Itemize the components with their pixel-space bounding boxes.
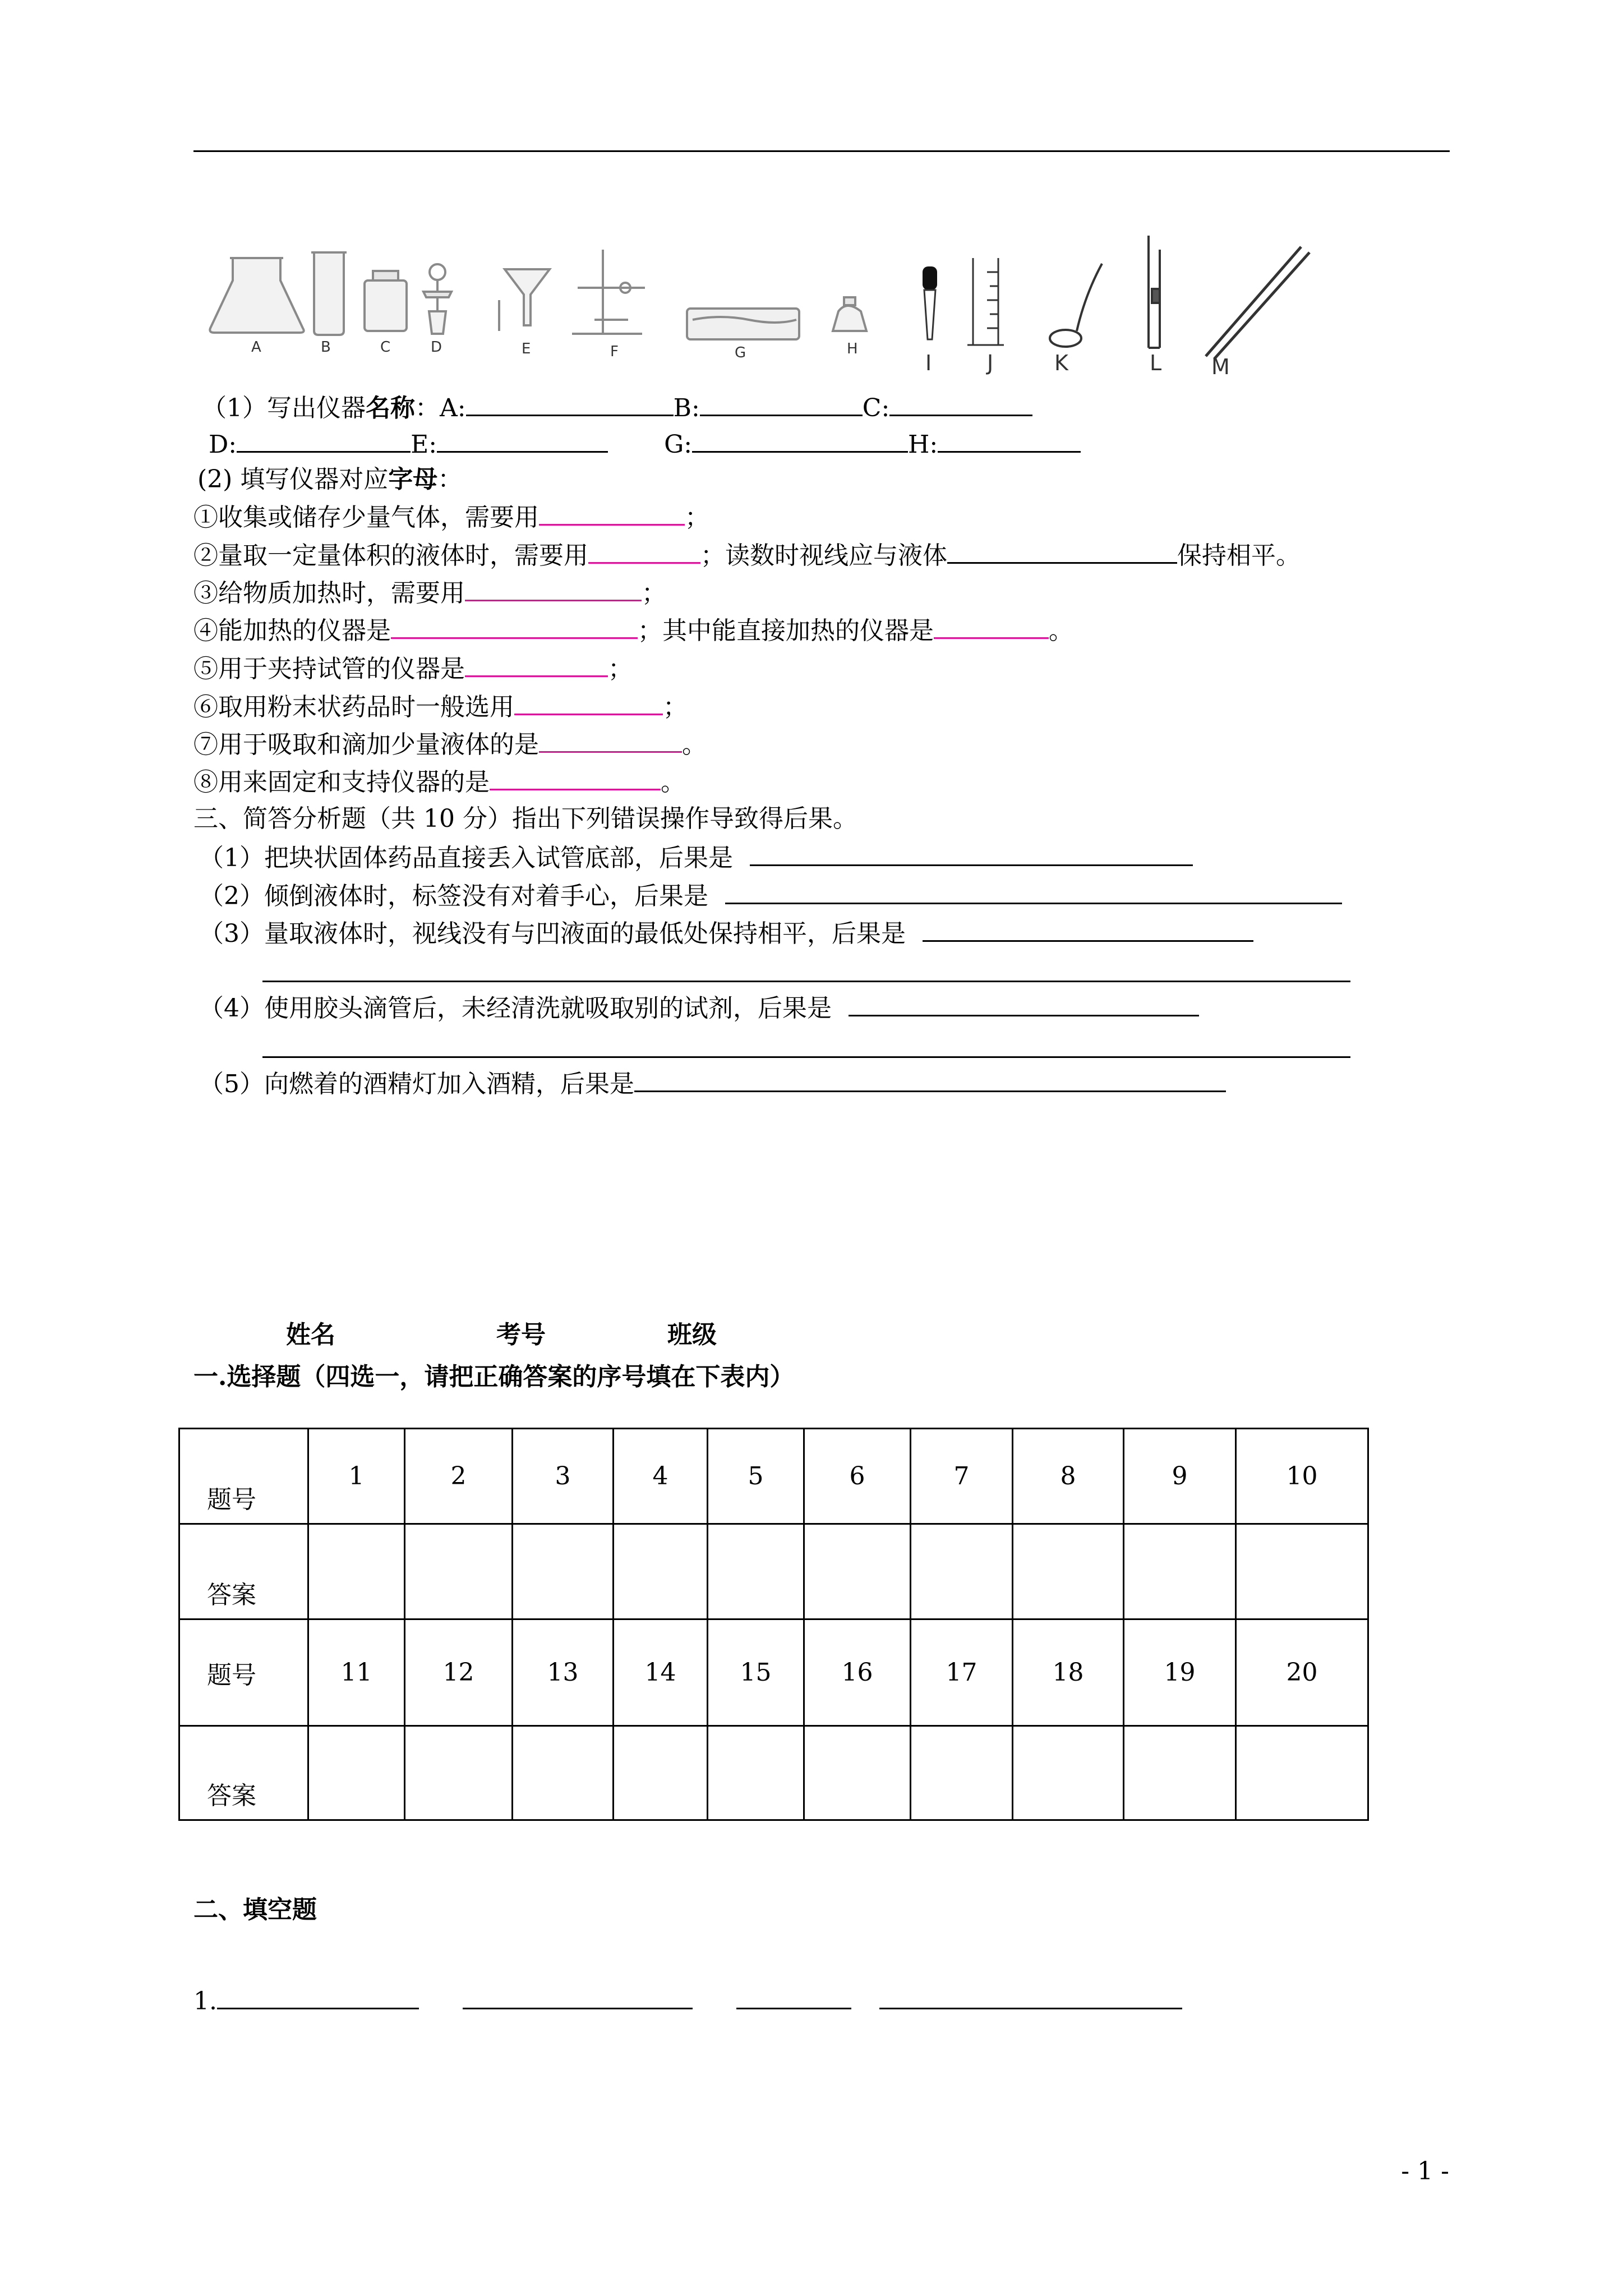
blank-s3-2[interactable]	[725, 878, 1342, 904]
page-number: - 1 -	[1401, 2157, 1449, 2185]
blank-s3-3[interactable]	[923, 915, 1253, 942]
blank-q2-5[interactable]	[465, 651, 608, 677]
blank-a[interactable]	[466, 390, 674, 416]
blank-q2-4b[interactable]	[934, 613, 1049, 639]
instrument-label-i: I	[925, 351, 932, 375]
medicine-spoon-icon	[1050, 264, 1102, 347]
tweezers-icon	[1206, 247, 1310, 359]
question-number-cell: 8	[1013, 1429, 1124, 1524]
answer-table	[178, 1428, 1369, 1821]
blank-s3-4[interactable]	[849, 990, 1199, 1016]
blank-q2-6[interactable]	[514, 689, 663, 715]
blank-fill-1d[interactable]	[879, 1983, 1182, 2009]
graduated-cylinder-icon	[967, 258, 1004, 345]
section3-q1: （1）把块状固体药品直接丢入试管底部，后果是	[199, 840, 1193, 875]
blank-c[interactable]	[889, 390, 1032, 416]
funnel-icon	[499, 269, 550, 331]
blank-fill-1a[interactable]	[217, 1983, 419, 2009]
answer-cell[interactable]	[614, 1524, 708, 1619]
iron-stand-icon	[572, 250, 645, 334]
table-row	[179, 1429, 1368, 1524]
row-label-answer: 答案	[179, 1524, 308, 1619]
instrument-label-j: J	[987, 351, 994, 375]
question-number-cell: 1	[308, 1429, 405, 1524]
answer-cell[interactable]	[804, 1524, 911, 1619]
section3-q5: （5）向燃着的酒精灯加入酒精，后果是	[199, 1066, 1226, 1101]
beaker-icon	[311, 252, 347, 335]
blank-fill-1c[interactable]	[736, 1983, 851, 2009]
answer-cell[interactable]	[405, 1726, 513, 1820]
blank-q2-2b[interactable]	[947, 537, 1177, 564]
row-label-answer: 答案	[179, 1726, 308, 1820]
question-number-cell: 6	[804, 1429, 911, 1524]
question-number-cell: 12	[405, 1619, 513, 1726]
question-number-cell: 5	[708, 1429, 804, 1524]
instrument-label-f: F	[610, 343, 619, 360]
answer-cell[interactable]	[308, 1524, 405, 1619]
header-rule	[193, 150, 1450, 152]
q1-line-1: （1）写出仪器名称：A: B: C:	[202, 390, 1032, 425]
section3-title: 三、简答分析题（共 10 分）指出下列错误操作导致得后果。	[193, 804, 857, 833]
table-row	[179, 1726, 1368, 1820]
question-number-cell: 2	[405, 1429, 513, 1524]
answer-cell[interactable]	[1013, 1524, 1124, 1619]
bottle-icon	[365, 271, 407, 331]
name-label: 姓名	[286, 1320, 335, 1349]
blank-s3-5[interactable]	[634, 1066, 1226, 1092]
instrument-label-a: A	[251, 339, 261, 356]
exam-number-label: 考号	[496, 1320, 546, 1349]
section1-title: 一.选择题（四选一，请把正确答案的序号填在下表内）	[193, 1363, 795, 1391]
blank-q2-2a[interactable]	[588, 537, 700, 564]
q1-line-2: D: E: G: H:	[209, 426, 1081, 462]
blank-b[interactable]	[700, 390, 863, 416]
blank-h[interactable]	[938, 426, 1081, 453]
answer-cell[interactable]	[1124, 1524, 1236, 1619]
answer-cell[interactable]	[1013, 1726, 1124, 1820]
question-number-cell: 15	[708, 1619, 804, 1726]
dropper-icon	[923, 266, 937, 339]
instrument-label-m: M	[1211, 355, 1230, 379]
table-row	[179, 1619, 1368, 1726]
instrument-label-l: L	[1150, 351, 1162, 375]
blank-fill-1b[interactable]	[463, 1983, 693, 2009]
question-number-cell: 19	[1124, 1619, 1236, 1726]
q2-item-3: ③给物质加热时，需要用 ；	[193, 575, 666, 610]
section3-q3: （3）量取液体时，视线没有与凹液面的最低处保持相平，后果是	[199, 915, 1253, 951]
question-number-cell: 9	[1124, 1429, 1236, 1524]
conical-flask-icon	[210, 258, 303, 333]
answer-cell[interactable]	[513, 1524, 614, 1619]
q2-item-8: ⑧用来固定和支持仪器的是 。	[193, 764, 685, 799]
question-number-cell: 17	[911, 1619, 1013, 1726]
blank-q2-4a[interactable]	[391, 613, 638, 639]
instrument-label-h: H	[847, 341, 858, 357]
class-label: 班级	[667, 1320, 717, 1349]
fill-item-1: 1.	[193, 1983, 1182, 2018]
lab-instruments-figure	[202, 227, 1318, 381]
alcohol-lamp-icon	[833, 297, 866, 331]
blank-g[interactable]	[692, 426, 908, 453]
q2-item-6: ⑥取用粉末状药品时一般选用 ；	[193, 689, 688, 724]
answer-cell[interactable]	[513, 1726, 614, 1820]
answer-cell[interactable]	[804, 1726, 911, 1820]
instrument-label-b: B	[321, 339, 331, 356]
q2-heading: (2) 填写仪器对应字母：	[197, 465, 463, 494]
table-row	[179, 1524, 1368, 1619]
blank-q2-7[interactable]	[539, 726, 682, 753]
answer-cell[interactable]	[1236, 1726, 1368, 1820]
test-tube-holder-icon	[1149, 236, 1160, 348]
instrument-label-c: C	[380, 339, 391, 356]
question-number-cell: 7	[911, 1429, 1013, 1524]
question-number-cell: 3	[513, 1429, 614, 1524]
blank-q2-1[interactable]	[539, 499, 685, 526]
answer-cell[interactable]	[405, 1524, 513, 1619]
blank-s3-3-continued[interactable]	[262, 981, 1350, 982]
answer-cell[interactable]	[1236, 1524, 1368, 1619]
answer-cell[interactable]	[708, 1524, 804, 1619]
q2-item-7: ⑦用于吸取和滴加少量液体的是 。	[193, 726, 707, 762]
instrument-label-k: K	[1054, 351, 1068, 375]
combustion-spoon-icon	[423, 264, 451, 334]
instrument-label-d: D	[431, 339, 442, 356]
q2-item-4: ④能加热的仪器是 ；其中能直接加热的仪器是 。	[193, 613, 1073, 648]
question-number-cell: 11	[308, 1619, 405, 1726]
answer-cell[interactable]	[911, 1524, 1013, 1619]
blank-q2-8[interactable]	[490, 764, 661, 790]
blank-s3-4-continued[interactable]	[262, 1056, 1350, 1058]
row-label-question: 题号	[179, 1429, 308, 1524]
blank-q2-3[interactable]	[465, 575, 642, 601]
water-trough-icon	[687, 309, 799, 339]
question-number-cell: 14	[614, 1619, 708, 1726]
row-label-question: 题号	[179, 1619, 308, 1726]
section3-q4: （4）使用胶头滴管后，未经清洗就吸取别的试剂，后果是	[199, 990, 1199, 1025]
question-number-cell: 10	[1236, 1429, 1368, 1524]
q2-item-1: ①收集或储存少量气体，需要用 ；	[193, 499, 709, 535]
q2-item-5: ⑤用于夹持试管的仪器是 ；	[193, 651, 633, 686]
answer-cell[interactable]	[308, 1726, 405, 1820]
blank-d[interactable]	[237, 426, 411, 453]
question-number-cell: 13	[513, 1619, 614, 1726]
instrument-label-e: E	[522, 341, 531, 357]
question-number-cell: 16	[804, 1619, 911, 1726]
question-number-cell: 20	[1236, 1619, 1368, 1726]
answer-cell[interactable]	[614, 1726, 708, 1820]
answer-cell[interactable]	[708, 1726, 804, 1820]
blank-e[interactable]	[437, 426, 608, 453]
answer-cell[interactable]	[911, 1726, 1013, 1820]
question-number-cell: 4	[614, 1429, 708, 1524]
instrument-label-g: G	[735, 344, 746, 361]
section3-q2: （2）倾倒液体时，标签没有对着手心，后果是	[199, 878, 1342, 913]
question-number-cell: 18	[1013, 1619, 1124, 1726]
q2-item-2: ②量取一定量体积的液体时，需要用 ；读数时视线应与液体 保持相平。	[193, 537, 1301, 573]
blank-s3-1[interactable]	[750, 840, 1193, 866]
answer-cell[interactable]	[1124, 1726, 1236, 1820]
section2-title: 二、填空题	[193, 1895, 317, 1924]
